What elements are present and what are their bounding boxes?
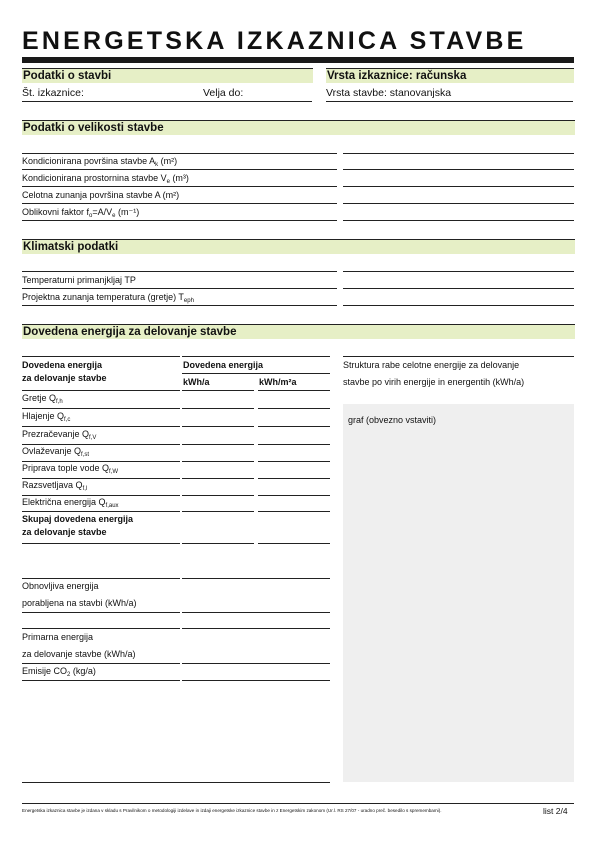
page-title: ENERGETSKA IZKAZNICA STAVBE (22, 27, 527, 55)
divider (343, 288, 574, 289)
divider (182, 461, 254, 462)
energy-row-label: Gretje $Q_{f,h}$ (22, 393, 63, 405)
divider (22, 101, 312, 102)
energy-row-label: Ovlaževanje $Q_{f,st}$ (22, 446, 90, 458)
valid-until-label: Velja do: (203, 87, 244, 99)
divider (343, 220, 574, 221)
graph-placeholder (343, 404, 574, 782)
divider (22, 271, 337, 272)
divider (258, 461, 330, 462)
section-card-type-heading: Vrsta izkaznice: računska (326, 68, 574, 83)
size-row-label: Kondicionirana površina stavbe $A_k$ (m²) (22, 156, 178, 168)
divider (22, 628, 180, 629)
divider (343, 153, 574, 154)
divider (258, 495, 330, 496)
energy-column-label: Dovedena energija (22, 360, 103, 370)
primary-energy-label: Primarna energija (22, 632, 94, 642)
primary-energy-label: za delovanje stavbe (kWh/a) (22, 649, 136, 659)
divider (258, 408, 330, 409)
divider (22, 186, 337, 187)
divider (22, 305, 337, 306)
divider (343, 356, 574, 357)
divider (22, 578, 180, 579)
section-climate-heading: Klimatski podatki (22, 239, 575, 254)
divider (182, 495, 254, 496)
total-energy-label: za delovanje stavbe (22, 527, 107, 537)
divider (22, 495, 180, 496)
divider (258, 444, 330, 445)
divider (22, 444, 180, 445)
size-row-label: Oblikovni faktor $f_o=A/V_e$ (m⁻¹) (22, 207, 140, 219)
divider (22, 663, 180, 664)
divider (22, 511, 180, 512)
divider (258, 426, 330, 427)
divider (182, 426, 254, 427)
footer-rule (22, 803, 574, 804)
divider (182, 543, 254, 544)
divider (343, 186, 574, 187)
renewable-energy-label: Obnovljiva energija (22, 581, 99, 591)
renewable-energy-label: porabljena na stavbi (kWh/a) (22, 598, 137, 608)
divider (22, 782, 330, 783)
divider (22, 169, 337, 170)
divider (22, 612, 180, 613)
energy-row-label: Hlajenje $Q_{f,c}$ (22, 411, 71, 423)
section-energy-heading: Dovedena energija za delovanje stavbe (22, 324, 575, 339)
total-energy-label: Skupaj dovedena energija (22, 514, 134, 524)
divider (182, 444, 254, 445)
divider (182, 356, 330, 357)
energy-row-label: Priprava tople vode $Q_{f,W}$ (22, 463, 119, 475)
divider (22, 153, 337, 154)
divider (22, 220, 337, 221)
divider (182, 612, 330, 613)
divider (22, 478, 180, 479)
emissions-label: Emisije $CO_2$ (kg/a) (22, 666, 96, 678)
climate-row-label: Temperaturni primanjkljaj TP (22, 275, 136, 285)
divider (182, 628, 330, 629)
climate-row-label: Projektna zunanja temperatura (gretje) $T_{eph}$ (22, 292, 194, 304)
divider (343, 169, 574, 170)
divider (343, 305, 574, 306)
divider (182, 373, 330, 374)
size-row-label: Celotna zunanja površina stavbe A (m²) (22, 190, 180, 200)
divider (258, 478, 330, 479)
unit-kwh-m2a: kWh/m²a (259, 377, 297, 387)
divider (182, 680, 330, 681)
divider (258, 543, 330, 544)
divider (22, 680, 180, 681)
page-number: list 2/4 (543, 806, 568, 816)
divider (258, 511, 330, 512)
section-size-heading: Podatki o velikosti stavbe (22, 120, 575, 135)
divider (182, 511, 254, 512)
section-building-heading: Podatki o stavbi (22, 68, 313, 83)
divider (22, 461, 180, 462)
energy-row-label: Prezračevanje $Q_{f,V}$ (22, 429, 97, 441)
graph-note: graf (obvezno vstaviti) (348, 415, 437, 425)
divider (182, 478, 254, 479)
divider (343, 203, 574, 204)
structure-label: Struktura rabe celotne energije za delovanje (343, 360, 520, 370)
divider (22, 408, 180, 409)
divider (22, 356, 180, 357)
divider (182, 663, 330, 664)
divider (343, 271, 574, 272)
divider (326, 101, 573, 102)
unit-kwh-a: kWh/a (183, 377, 210, 387)
divider (182, 578, 330, 579)
divider (22, 426, 180, 427)
divider (22, 543, 180, 544)
title-rule (22, 57, 574, 63)
divider (22, 203, 337, 204)
structure-label: stavbe po virih energije in energentih (kWh/a) (343, 377, 525, 387)
energy-row-label: Razsvetljava $Q_{f,l}$ (22, 480, 88, 492)
divider (22, 390, 180, 391)
divider (258, 390, 330, 391)
size-row-label: Kondicionirana prostornina stavbe $V_e$ (m³) (22, 173, 189, 185)
divider (182, 408, 254, 409)
building-type-label: Vrsta stavbe: stanovanjska (326, 87, 452, 99)
energy-column-label: za delovanje stavbe (22, 373, 107, 383)
divider (22, 288, 337, 289)
energy-row-label: Električna energija $Q_{f,aux}$ (22, 497, 119, 509)
divider (182, 390, 254, 391)
energy-column-group: Dovedena energija (183, 360, 264, 370)
footer-note: Energetska izkaznica stavbe je izdana v skladu s Pravilnikom o metodologiji izdelave in izdaji energetske izkaznice stavbe in z Energetskim zakonom (Ur.l. RS 27/07 - uradno preč. besedilo s spremembami). (22, 808, 442, 813)
card-number-label: Št. izkaznice: (22, 87, 84, 99)
